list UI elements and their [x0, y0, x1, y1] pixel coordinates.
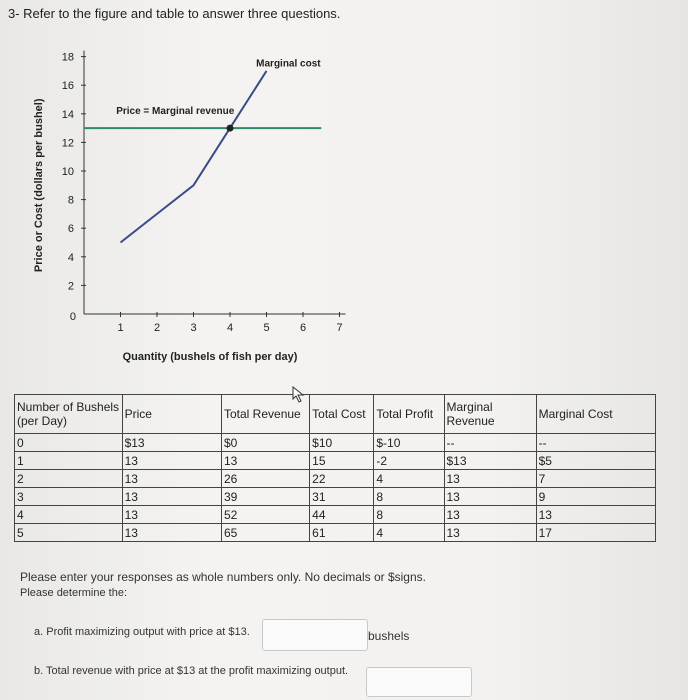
- table-cell: 8: [374, 506, 444, 524]
- determine-label: Please determine the:: [20, 587, 128, 599]
- table-cell: 4: [374, 470, 444, 488]
- x-tick-label: 3: [190, 322, 197, 334]
- table-cell: 2: [15, 470, 123, 488]
- x-tick-label: 1: [117, 322, 124, 334]
- table-cell: 5: [15, 524, 123, 542]
- table-cell: 13: [122, 488, 221, 506]
- table-cell: 4: [15, 506, 123, 524]
- instructions-note: Please enter your responses as whole numbers only. No decimals or $signs.: [20, 570, 426, 584]
- y-tick-label: 0: [69, 311, 76, 323]
- y-axis-label: Price or Cost (dollars per bushel): [33, 98, 45, 273]
- table-row: [15, 452, 656, 470]
- table-cell: 13: [536, 506, 655, 524]
- table-cell: 65: [222, 524, 310, 542]
- table-cell: --: [444, 434, 536, 452]
- table-row: [15, 506, 656, 524]
- table-cell: 7: [536, 470, 655, 488]
- table-cell: $5: [536, 452, 655, 470]
- y-tick-label: 2: [67, 280, 74, 293]
- x-tick-label: 4: [226, 322, 234, 334]
- table-cell: $13: [122, 434, 221, 452]
- x-tick-label: 2: [153, 322, 161, 334]
- table-row: [15, 470, 656, 488]
- table-cell: 13: [444, 524, 536, 542]
- table-cell: 13: [122, 506, 221, 524]
- table-cell: 13: [444, 470, 536, 488]
- answer-b-input[interactable]: [366, 667, 472, 697]
- header-cell: Total Revenue: [222, 395, 310, 434]
- answer-a-input[interactable]: [262, 619, 368, 651]
- table-cell: 52: [222, 506, 310, 524]
- table-cell: 44: [310, 506, 374, 524]
- header-cell: Marginal Cost: [536, 395, 655, 434]
- table-cell: 8: [374, 488, 444, 506]
- y-tick-label: 12: [61, 137, 74, 150]
- table-header-row: [15, 395, 656, 434]
- table-cell: $-10: [374, 434, 444, 452]
- x-tick-label: 5: [263, 322, 270, 334]
- header-cell: Total Profit: [374, 395, 444, 434]
- table-row: [15, 488, 656, 506]
- table-cell: 17: [536, 524, 655, 542]
- question-b-label: b. Total revenue with price at $13 at the profit maximizing output.: [34, 665, 349, 677]
- table-cell: 1: [15, 452, 123, 470]
- table-cell: --: [536, 434, 655, 452]
- price-mr-label: Price = Marginal revenue: [116, 105, 235, 117]
- table-cell: $10: [310, 434, 374, 452]
- marginal-cost-line: [121, 71, 267, 243]
- header-cell: Price: [122, 395, 221, 434]
- question-title: 3- Refer to the figure and table to answer three questions.: [8, 6, 341, 21]
- y-tick-label: 18: [61, 51, 74, 64]
- table-cell: 13: [444, 506, 536, 524]
- marginal-cost-label: Marginal cost: [256, 58, 321, 70]
- table-cell: 13: [122, 470, 221, 488]
- table-cell: 26: [222, 470, 310, 488]
- table-cell: 13: [122, 452, 221, 470]
- table-cell: 61: [310, 524, 374, 542]
- x-tick-label: 7: [336, 322, 343, 334]
- table-cell: 31: [310, 488, 374, 506]
- table-cell: $13: [444, 452, 536, 470]
- x-tick-label: 6: [299, 322, 307, 334]
- table-row: [15, 434, 656, 452]
- table-cell: 39: [222, 488, 310, 506]
- table-cell: 13: [444, 488, 536, 506]
- table-row: [15, 524, 656, 542]
- table-cell: -2: [374, 452, 444, 470]
- chart-svg: [0, 30, 688, 390]
- chart: [0, 30, 688, 390]
- y-tick-label: 10: [61, 166, 74, 178]
- table-cell: 13: [222, 452, 310, 470]
- table-cell: $0: [222, 434, 310, 452]
- table-cell: 22: [310, 470, 374, 488]
- y-tick-label: 8: [67, 194, 74, 207]
- x-axis-label: Quantity (bushels of fish per day): [122, 351, 298, 363]
- table-cell: 3: [15, 488, 123, 506]
- y-tick-label: 6: [67, 223, 74, 236]
- data-table: [14, 394, 656, 542]
- mouse-cursor-icon: [292, 386, 306, 404]
- answer-a-unit: bushels: [368, 629, 410, 643]
- header-cell: Number of Bushels (per Day): [15, 395, 123, 434]
- equilibrium-point: [227, 125, 234, 132]
- table-cell: 13: [122, 524, 221, 542]
- y-tick-label: 16: [61, 80, 74, 93]
- header-cell: Marginal Revenue: [444, 395, 536, 434]
- table-cell: 4: [374, 524, 444, 542]
- y-tick-label: 4: [67, 251, 74, 264]
- table-cell: 15: [310, 452, 374, 470]
- y-tick-label: 14: [61, 108, 74, 121]
- table-cell: 0: [15, 434, 123, 452]
- question-a-label: a. Profit maximizing output with price at $13.: [34, 626, 250, 638]
- table-cell: 9: [536, 488, 655, 506]
- header-cell: Total Cost: [310, 395, 374, 434]
